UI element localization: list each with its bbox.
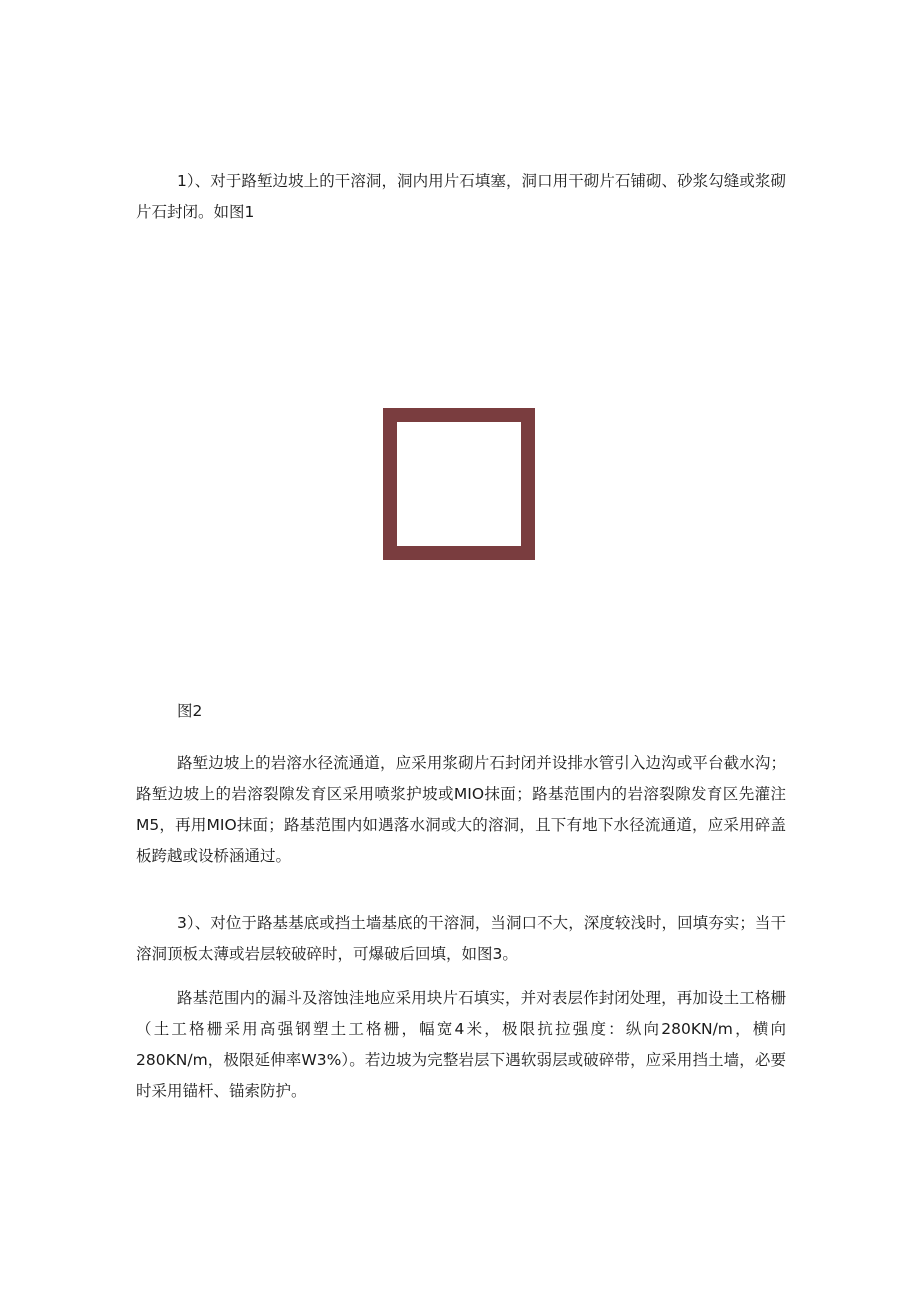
paragraph-dry-cave-slope: 1）、对于路堑边坡上的干溶洞，洞内用片石填塞，洞口用干砌片石铺砌、砂浆勾缝或浆砌片石封闭。如图1	[136, 172, 786, 221]
figure-caption: 图2	[177, 702, 203, 720]
paragraph-subgrade-dry-cave: 3）、对位于路基基底或挡土墙基底的干溶洞，当洞口不大，深度较浅时，回填夯实；当干溶洞顶板太薄或岩层较破碎时，可爆破后回填，如图3。	[136, 914, 786, 963]
paragraph-funnel-depression: 路基范围内的漏斗及溶蚀洼地应采用块片石填实，并对表层作封闭处理，再加设土工格栅（土工格栅采用高强钢塑土工格栅，幅宽4米，极限抗拉强度：纵向280KN∕m，横向280KN∕m，极限延伸率W3%）。若边坡为完整岩层下遇软弱层或破碎带，应采用挡土墙，必要时采用锚杆、锚索防护。	[136, 989, 786, 1100]
figure-placeholder-image	[383, 408, 535, 560]
paragraph-karst-water-channel: 路堑边坡上的岩溶水径流通道，应采用浆砌片石封闭并设排水管引入边沟或平台截水沟；路堑边坡上的岩溶裂隙发育区采用喷浆护坡或MIO抹面；路基范围内的岩溶裂隙发育区先灌注M5，再用MIO抹面；路基范围内如遇落水洞或大的溶洞，且下有地下水径流通道，应采用碎盖板跨越或设桥涵通过。	[136, 754, 786, 865]
